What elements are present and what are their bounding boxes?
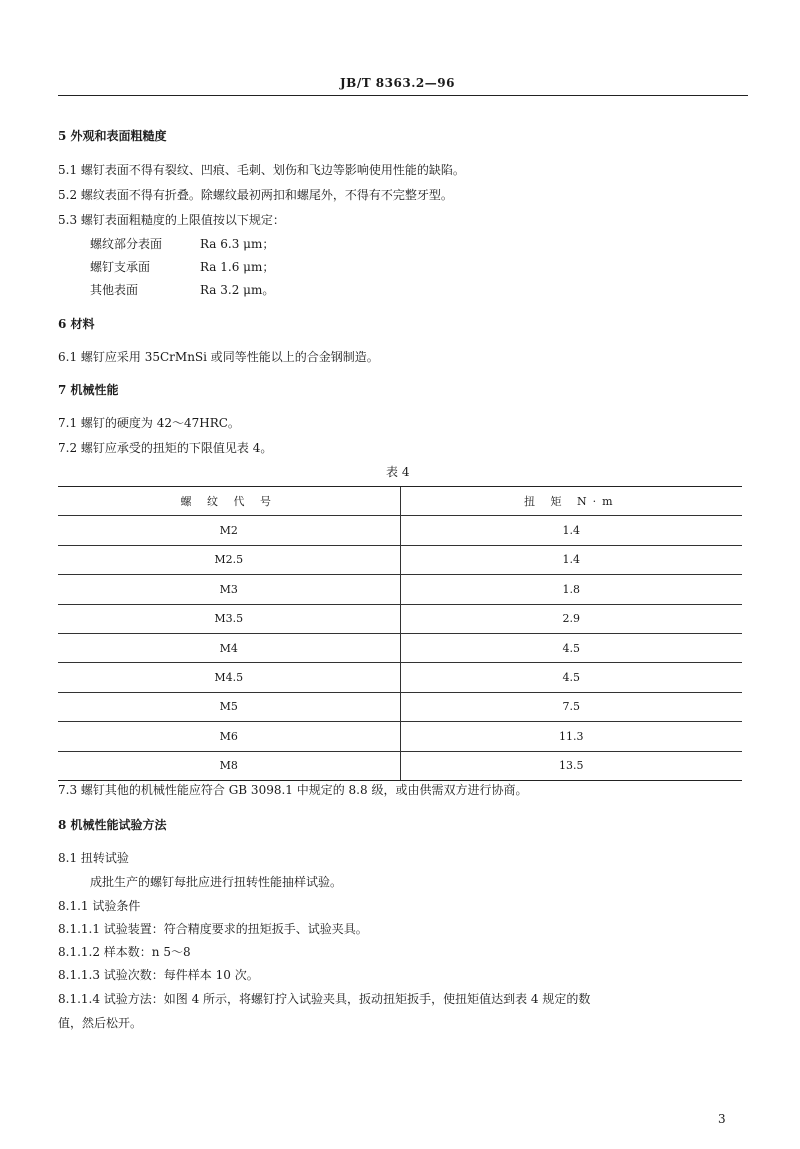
clause-7-1: 7.1 螺钉的硬度为 42～47HRC。 [58, 416, 240, 430]
table-row [58, 693, 742, 722]
clause-6-1: 6.1 螺钉应采用 35CrMnSi 或同等性能以上的合金钢制造。 [58, 350, 379, 364]
table-row [58, 663, 742, 692]
clause-8-1-1: 8.1.1 试验条件 [58, 899, 141, 913]
thread-code-cell: M3.5 [214, 612, 244, 626]
roughness-label-3: 其他表面 [90, 283, 139, 297]
torque-cell: 1.8 [400, 575, 743, 603]
clause-8-1: 8.1 扭转试验 [58, 851, 129, 865]
header-torque: 扭 矩 N·m [400, 487, 743, 515]
clause-5-1: 5.1 螺钉表面不得有裂纹、凹痕、毛刺、划伤和飞边等影响使用性能的缺陷。 [58, 163, 465, 177]
roughness-value-3: Ra 3.2 μm。 [200, 283, 275, 297]
thread-code-cell: M6 [219, 729, 238, 743]
thread-code-cell: M5 [219, 700, 238, 714]
thread-code-cell: M8 [219, 759, 238, 773]
section-6-heading: 6 材料 [58, 317, 95, 331]
page-header: JB/T 8363.2—96 [340, 76, 455, 90]
torque-cell: 1.4 [400, 516, 743, 544]
table-row [58, 546, 742, 575]
page-number: 3 [718, 1112, 726, 1126]
torque-cell: 11.3 [400, 722, 743, 750]
section-8-heading: 8 机械性能试验方法 [58, 818, 167, 832]
clause-8-1-1-4: 8.1.1.4 试验方法：如图 4 所示，将螺钉拧入试验夹具，扳动扭矩扳手，使扭矩值达到表 4 规定的数 [58, 992, 591, 1006]
clause-8-1-text: 成批生产的螺钉每批应进行扭转性能抽样试验。 [90, 875, 343, 889]
thread-code-cell: M2 [219, 524, 238, 538]
thread-code-cell: M4.5 [214, 671, 244, 685]
table-row [58, 722, 742, 751]
torque-cell: 4.5 [400, 663, 743, 691]
table-caption: 表 4 [386, 465, 410, 479]
section-5-heading: 5 外观和表面粗糙度 [58, 129, 167, 143]
clause-7-3: 7.3 螺钉其他的机械性能应符合 GB 3098.1 中规定的 8.8 级，或由供需双方进行协商。 [58, 783, 528, 797]
section-7-heading: 7 机械性能 [58, 383, 119, 397]
clause-8-1-1-2: 8.1.1.2 样本数：n 5～8 [58, 945, 191, 959]
roughness-value-1: Ra 6.3 μm； [200, 237, 275, 251]
table-row [58, 575, 742, 604]
roughness-value-2: Ra 1.6 μm； [200, 260, 275, 274]
torque-cell: 13.5 [400, 752, 743, 780]
clause-8-1-1-1: 8.1.1.1 试验装置：符合精度要求的扭矩扳手、试验夹具。 [58, 922, 368, 936]
thread-code-cell: M4 [219, 641, 238, 655]
roughness-label-1: 螺纹部分表面 [90, 237, 163, 251]
torque-table [58, 486, 742, 781]
header-thread-code: 螺 纹 代 号 [180, 495, 277, 509]
torque-cell: 2.9 [400, 605, 743, 633]
clause-5-2: 5.2 螺纹表面不得有折叠。除螺纹最初两扣和螺尾外，不得有不完整牙型。 [58, 188, 453, 202]
clause-5-3: 5.3 螺钉表面粗糙度的上限值按以下规定： [58, 213, 285, 227]
header-rule [58, 95, 748, 96]
roughness-label-2: 螺钉支承面 [90, 260, 151, 274]
clause-7-2: 7.2 螺钉应承受的扭矩的下限值见表 4。 [58, 441, 273, 455]
thread-code-cell: M2.5 [214, 553, 244, 567]
torque-cell: 1.4 [400, 546, 743, 574]
table-row [58, 605, 742, 634]
thread-code-cell: M3 [219, 582, 238, 596]
clause-8-1-1-4-cont: 值，然后松开。 [58, 1016, 143, 1030]
torque-cell: 7.5 [400, 693, 743, 721]
table-row [58, 752, 742, 780]
torque-cell: 4.5 [400, 634, 743, 662]
clause-8-1-1-3: 8.1.1.3 试验次数：每件样本 10 次。 [58, 968, 259, 982]
table-header-row [58, 487, 742, 516]
table-row [58, 634, 742, 663]
table-row [58, 516, 742, 545]
